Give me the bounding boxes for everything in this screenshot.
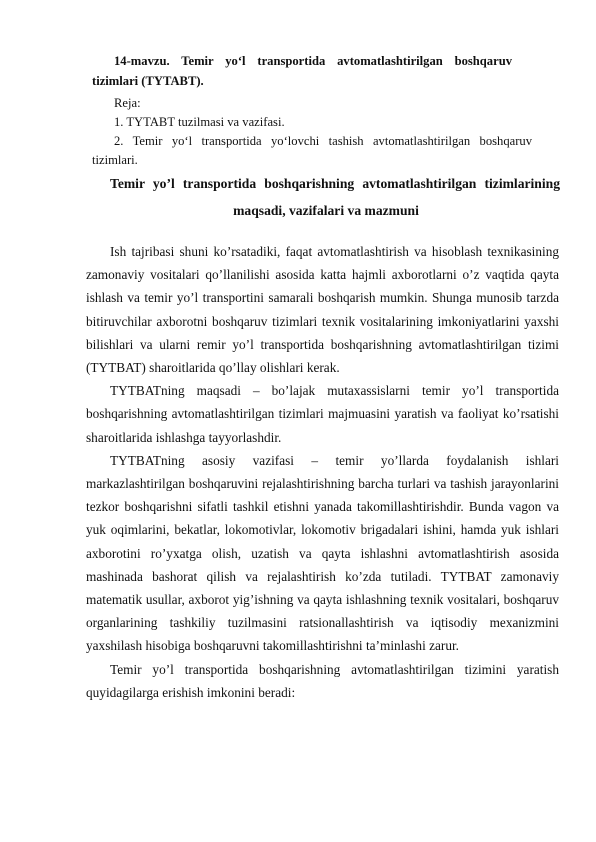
plan-item-2-line1: 2. Temir yo‘l transportida yo‘lovchi tashish avtomatlashtirilgan boshqaruv (114, 134, 532, 148)
section-heading-line1: Temir yo’l transportida boshqarishning avtomatlashtirilgan tizimlarining (110, 176, 560, 191)
paragraph-4: Temir yo’l transportida boshqarishning avtomatlashtirilgan tizimini yaratish quyidagilarga erishish imkonini beradi: (86, 661, 559, 700)
lesson-title-line1: 14-mavzu. Temir yo‘l transportida avtomatlashtirilgan boshqaruv (114, 54, 512, 68)
lesson-title-line2: tizimlari (TYTABT). (92, 74, 204, 88)
plan-label: Reja: (114, 96, 141, 110)
paragraph-3: TYTBATning asosiy vazifasi – temir yo’llarda foydalanish ishlari markazlashtirilgan boshqaruvini rejalashtirishning barcha turlari va tashish jarayonlarini tezkor boshqarishni sifatli tashkil etishni yanada takomillashtirishdir. Bunda vagon va yuk oqimlarini, bekatlar, lokomotivlar, lokomotiv brigadalari ishini, hamda yuk ishlari axborotini ro’yxatga olish, uzatish va qayta ishlashni avtomatlashtirish asosida mashinada bashorat qilish va rejalashtirish ko’zda tutiladi. TYTBAT zamonaviy matematik usullar, axborot yig’ishning va qayta ishlashning texnik vositalari, boshqaruv organlarining tashkiliy tuzilmasini ratsionallashtirish va iqtisodiy mexanizmini yaxshilash hisobiga boshqaruvni takomillashtirishni ta’minlashi zarur. (86, 452, 559, 654)
paragraph-1: Ish tajribasi shuni ko’rsatadiki, faqat avtomatlashtirish va hisoblash texnikasining zamonaviy vositalari qo’llanilishi asosida katta hajmli axborotlarni o’z vaqtida qayta ishlash va temir yo’l transportini samarali boshqarish mumkin. Shunga munosib tarzda bitiruvchilar axborotni boshqaruv tizimlari texnik vositalarining imkoniyatlarini yaxshi bilishlari va ularni remir yo’l transportida boshqarishning avtomatlashtirilgan tizimi (TYTBAT) sharoitlarida qo’llay olishlari kerak. (86, 244, 559, 376)
body-text (86, 240, 559, 704)
section-heading-line2: maqsadi, vazifalari va mazmuni (233, 203, 419, 218)
paragraph-2: TYTBATning maqsadi – bo’lajak mutaxassislarni temir yo’l transportida boshqarishning avtomatlashtirilgan tizimlari majmuasini yaratish va faoliyat ko’rsatishi sharoitlarida ishlashga tayyorlashdir. (86, 383, 559, 445)
plan-item-1: 1. TYTABT tuzilmasi va vazifasi. (114, 115, 285, 129)
plan-item-2-line2: tizimlari. (92, 153, 138, 167)
